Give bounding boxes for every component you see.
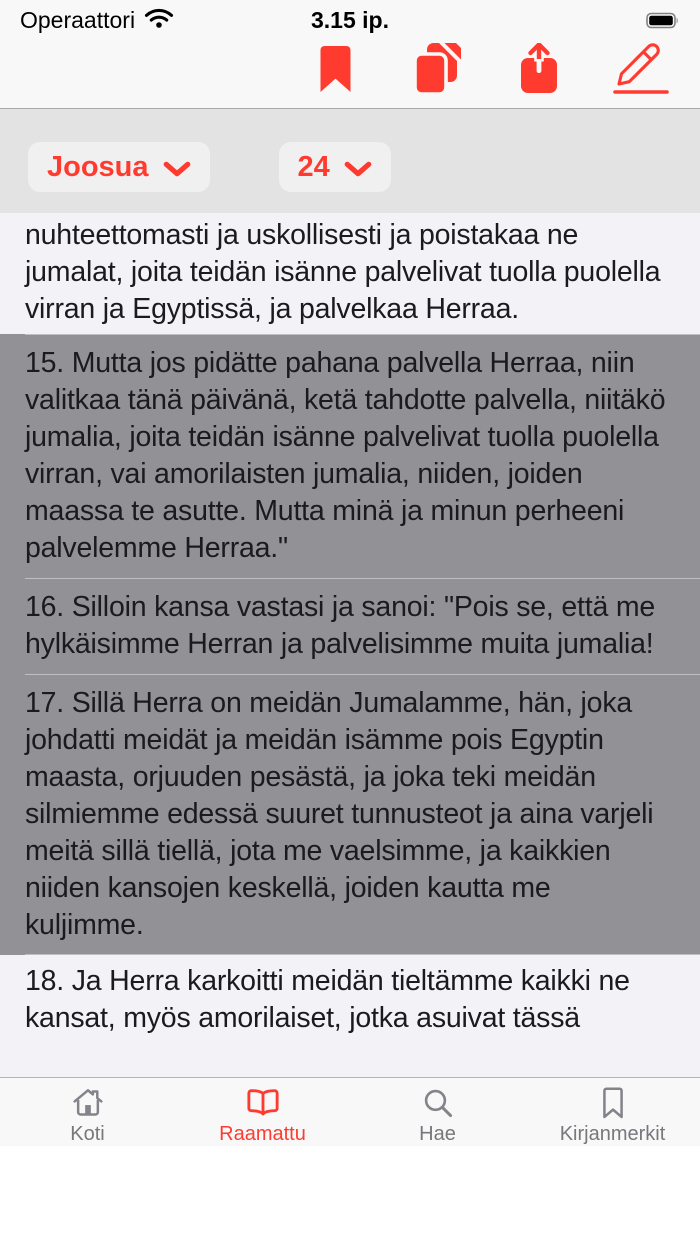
markup-button[interactable]	[615, 44, 667, 98]
verse-18-partial[interactable]: 18. Ja Herra karkoitti meidän tieltämme kaikki ne kansat, myös amorilaiset, jotka asuivat tässä	[25, 965, 630, 1034]
tab-hae[interactable]	[350, 1078, 525, 1146]
tab-koti-label: Koti	[70, 1123, 105, 1145]
tab-bar	[0, 1077, 700, 1146]
tab-raamattu-label: Raamattu	[219, 1123, 306, 1145]
copy-pages-icon	[413, 43, 461, 99]
scripture-view	[0, 213, 700, 1077]
battery-icon	[646, 12, 680, 29]
chevron-down-icon	[344, 157, 372, 177]
verse-17-highlighted[interactable]: 17. Sillä Herra on meidän Jumalamme, hän, joka johdatti meidät ja meidän isämme pois Egyptin maasta, orjuuden pesästä, ja joka teki meidän silmiemme edessä suuret tunnusteot ja aina varjeli meitä sillä tiellä, jota me vaelsimme, ja kaikkien niiden kansojen keskellä, joiden kautta me kuljimme.	[0, 674, 700, 955]
bookmark-outline-icon	[599, 1083, 627, 1122]
home-icon	[71, 1083, 105, 1122]
chapter-picker[interactable]	[279, 142, 391, 192]
verse-15-highlighted[interactable]: 15. Mutta jos pidätte pahana palvella Herraa, niin valitkaa tänä päivänä, ketä tahdotte palvella, niitäkö jumalia, joita teidän isänne palvelivat tuolla puolella virran, vai amorilaisten jumalia, niiden, joiden maassa te asutte. Mutta minä ja minun perheeni palvelemme Herraa."	[0, 334, 700, 578]
bottom-blank-area	[0, 1146, 700, 1244]
markup-pencil-icon	[611, 42, 671, 101]
book-picker[interactable]	[28, 142, 210, 192]
book-picker-label: Joosua	[47, 150, 149, 183]
bookmark-icon	[320, 46, 351, 97]
bookmark-button[interactable]	[309, 44, 361, 98]
tab-kirjanmerkit-label: Kirjanmerkit	[559, 1123, 666, 1145]
verse-14-partial[interactable]: nuhteettomasti ja uskollisesti ja poistakaa ne jumalat, joita teidän isänne palvelivat tuolla puolella virran ja Egyptissä, ja palvelkaa Herraa.	[25, 219, 661, 325]
share-button[interactable]	[513, 44, 565, 98]
tab-koti[interactable]	[0, 1078, 175, 1146]
clock: 3.15 ip.	[311, 6, 389, 33]
carrier-label: Operaattori	[20, 6, 136, 33]
tab-kirjanmerkit[interactable]	[525, 1078, 700, 1146]
top-chrome	[0, 0, 700, 109]
copy-button[interactable]	[411, 44, 463, 98]
reader-toolbar	[0, 40, 700, 108]
tab-hae-label: Hae	[419, 1123, 456, 1145]
chevron-down-icon	[163, 157, 191, 177]
verse-16-highlighted[interactable]: 16. Silloin kansa vastasi ja sanoi: "Pois se, että me hylkäisimme Herran ja palvelisimme muita jumalia!	[0, 578, 700, 674]
share-icon	[519, 43, 559, 100]
book-chapter-nav	[0, 109, 700, 213]
search-icon	[422, 1083, 454, 1122]
chapter-picker-label: 24	[297, 150, 330, 183]
tab-raamattu[interactable]	[175, 1078, 350, 1146]
open-book-icon	[244, 1083, 282, 1122]
status-bar	[0, 0, 700, 40]
